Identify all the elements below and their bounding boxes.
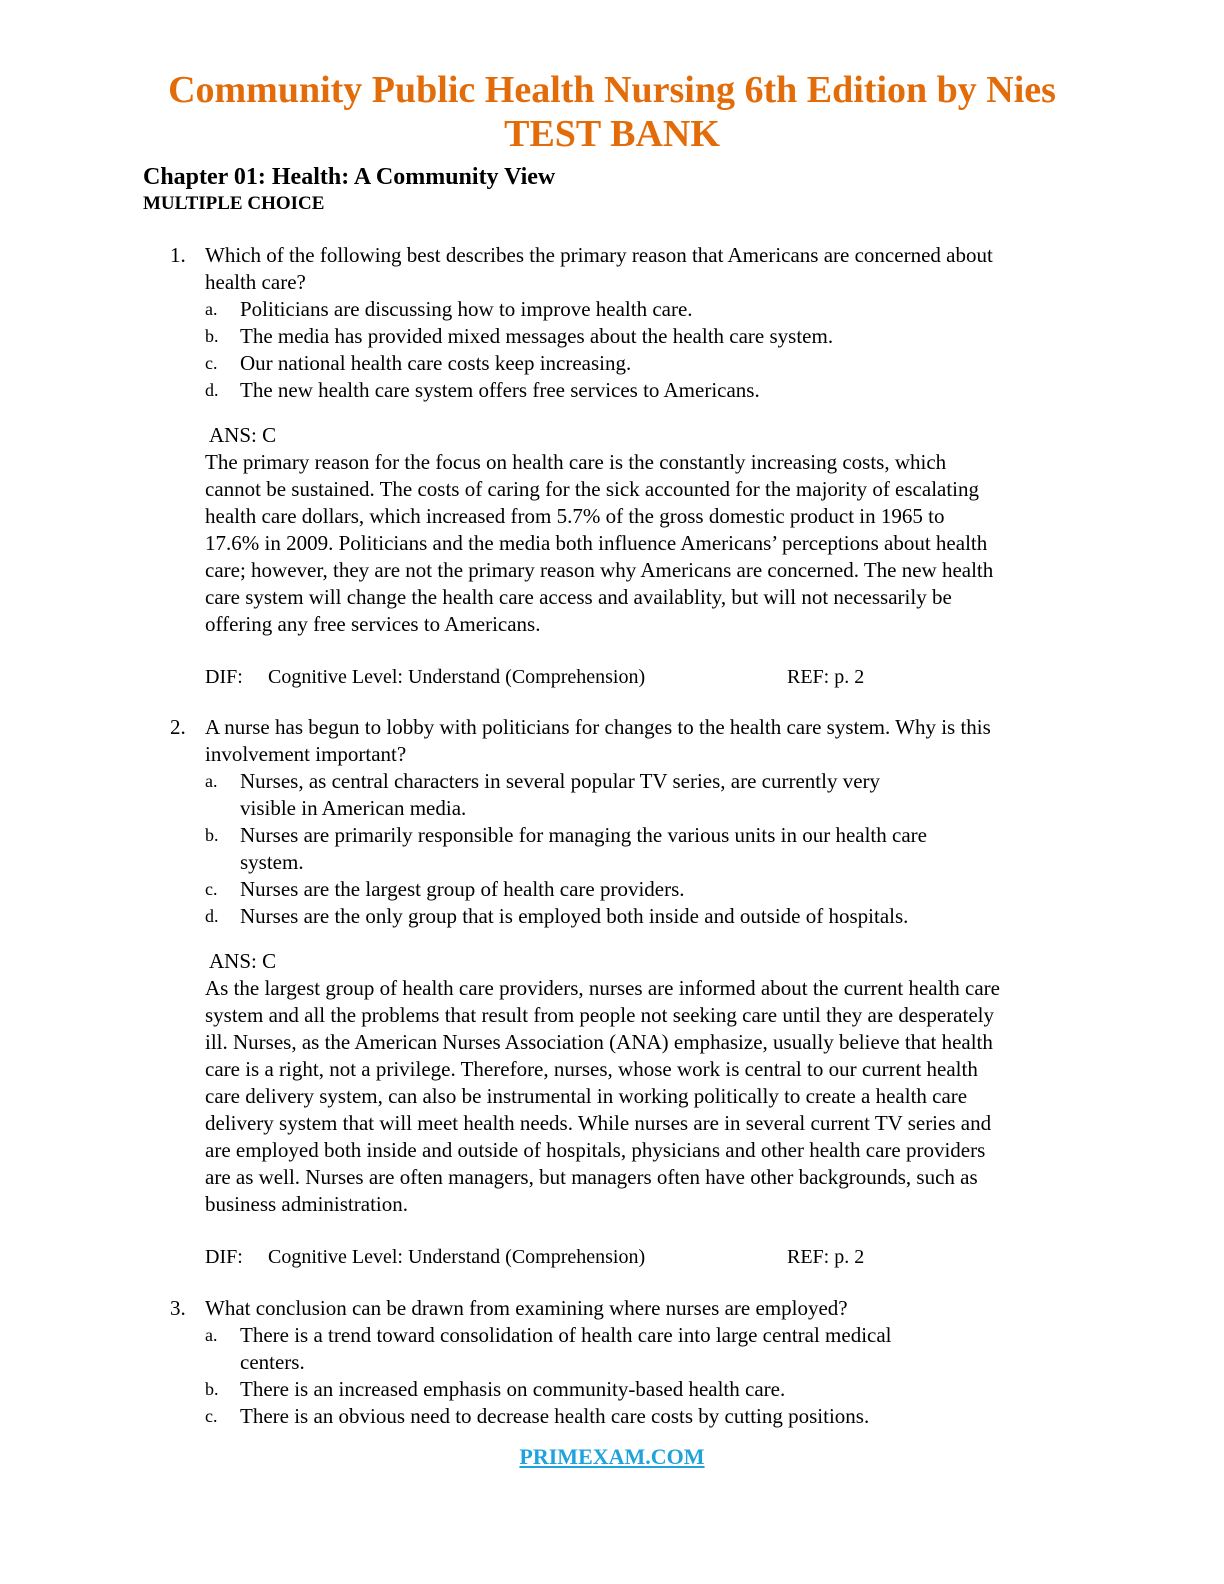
rationale-line: cannot be sustained. The costs of caring for the sick accounted for the majority of escalating — [205, 477, 980, 501]
rationale — [205, 449, 1110, 638]
option-letter: a. — [205, 771, 218, 791]
option-text: Nurses are the largest group of health care providers. — [240, 877, 685, 901]
rationale-line: care delivery system, can also be instrumental in working politically to create a health care — [205, 1084, 968, 1108]
option-text: Nurses are the only group that is employed both inside and outside of hospitals. — [240, 904, 909, 928]
rationale-line: delivery system that will meet health needs. While nurses are in several current TV series and — [205, 1111, 992, 1135]
question-stem-line: health care? — [205, 270, 306, 294]
option-letter: a. — [205, 299, 218, 319]
rationale-line: are employed both inside and outside of hospitals, physicians and other health care providers — [205, 1138, 986, 1162]
question-number: 2. — [170, 715, 186, 739]
option-text-line: system. — [240, 850, 304, 874]
rationale-line: health care dollars, which increased from 5.7% of the gross domestic product in 1965 to — [205, 504, 945, 528]
rationale-line: are as well. Nurses are often managers, but managers often have other backgrounds, such as — [205, 1165, 978, 1189]
option-text-line: centers. — [240, 1350, 305, 1374]
rationale-line: 17.6% in 2009. Politicians and the media both influence Americans’ perceptions about health — [205, 531, 988, 555]
difficulty-label: DIF: — [205, 1246, 243, 1268]
option-letter: b. — [205, 825, 219, 845]
option-text-line: Nurses, as central characters in several popular TV series, are currently very — [240, 769, 881, 793]
question-stem — [205, 714, 1105, 768]
option-text: There is an increased emphasis on community-based health care. — [240, 1377, 786, 1401]
rationale-line: care system will change the health care access and availablity, but will not necessarily be — [205, 585, 952, 609]
option-text: The new health care system offers free services to Americans. — [240, 378, 760, 402]
option-letter: b. — [205, 1379, 219, 1399]
option-text: Our national health care costs keep increasing. — [240, 351, 632, 375]
option-text — [240, 768, 1000, 822]
rationale-line: care is a right, not a privilege. Therefore, nurses, whose work is central to our current health — [205, 1057, 978, 1081]
option-text: The media has provided mixed messages about the health care system. — [240, 324, 834, 348]
rationale-line: offering any free services to Americans. — [205, 612, 541, 636]
primexam-link[interactable]: PRIMEXAM.COM — [519, 1444, 705, 1469]
difficulty-value: Cognitive Level: Understand (Comprehension) — [268, 666, 646, 688]
option-letter: d. — [205, 906, 219, 926]
question-stem-line: What conclusion can be drawn from examining where nurses are employed? — [205, 1296, 848, 1320]
rationale-line: business administration. — [205, 1192, 408, 1216]
question-number: 3. — [170, 1296, 186, 1320]
rationale — [205, 975, 1110, 1218]
section-heading: MULTIPLE CHOICE — [143, 193, 325, 214]
rationale-line: The primary reason for the focus on health care is the constantly increasing costs, which — [205, 450, 947, 474]
answer-key: ANS: C — [209, 949, 277, 973]
rationale-line: care; however, they are not the primary reason why Americans are concerned. The new health — [205, 558, 994, 582]
page-reference: REF: p. 2 — [787, 666, 865, 688]
option-letter: a. — [205, 1325, 218, 1345]
rationale-line: ill. Nurses, as the American Nurses Association (ANA) emphasize, usually believe that health — [205, 1030, 993, 1054]
question-stem-line: A nurse has begun to lobby with politicians for changes to the health care system. Why is this — [205, 715, 991, 739]
question-stem-line: involvement important? — [205, 742, 407, 766]
rationale-line: As the largest group of health care providers, nurses are informed about the current health care — [205, 976, 1000, 1000]
footer — [0, 1444, 1224, 1470]
rationale-line: system and all the problems that result from people not seeking care until they are desperately — [205, 1003, 994, 1027]
option-letter: d. — [205, 380, 219, 400]
difficulty-label: DIF: — [205, 666, 243, 688]
option-text — [240, 822, 1000, 876]
page-title-line2: TEST BANK — [504, 113, 720, 155]
chapter-heading: Chapter 01: Health: A Community View — [143, 164, 556, 190]
answer-key: ANS: C — [209, 423, 277, 447]
page-reference: REF: p. 2 — [787, 1246, 865, 1268]
option-letter: c. — [205, 1406, 218, 1426]
option-text: There is an obvious need to decrease health care costs by cutting positions. — [240, 1404, 870, 1428]
difficulty-value: Cognitive Level: Understand (Comprehension) — [268, 1246, 646, 1268]
option-text-line: There is a trend toward consolidation of health care into large central medical — [240, 1323, 892, 1347]
option-text-line: visible in American media. — [240, 796, 467, 820]
option-letter: c. — [205, 879, 218, 899]
option-letter: c. — [205, 353, 218, 373]
option-text: Politicians are discussing how to improve health care. — [240, 297, 693, 321]
question-stem-line: Which of the following best describes the primary reason that Americans are concerned about — [205, 243, 993, 267]
question-stem — [205, 1295, 1105, 1322]
option-text-line: Nurses are primarily responsible for managing the various units in our health care — [240, 823, 927, 847]
question-stem — [205, 242, 1105, 296]
page-title-line1: Community Public Health Nursing 6th Edition by Nies — [168, 69, 1056, 111]
option-text — [240, 1322, 1000, 1376]
question-number: 1. — [170, 243, 186, 267]
option-letter: b. — [205, 326, 219, 346]
